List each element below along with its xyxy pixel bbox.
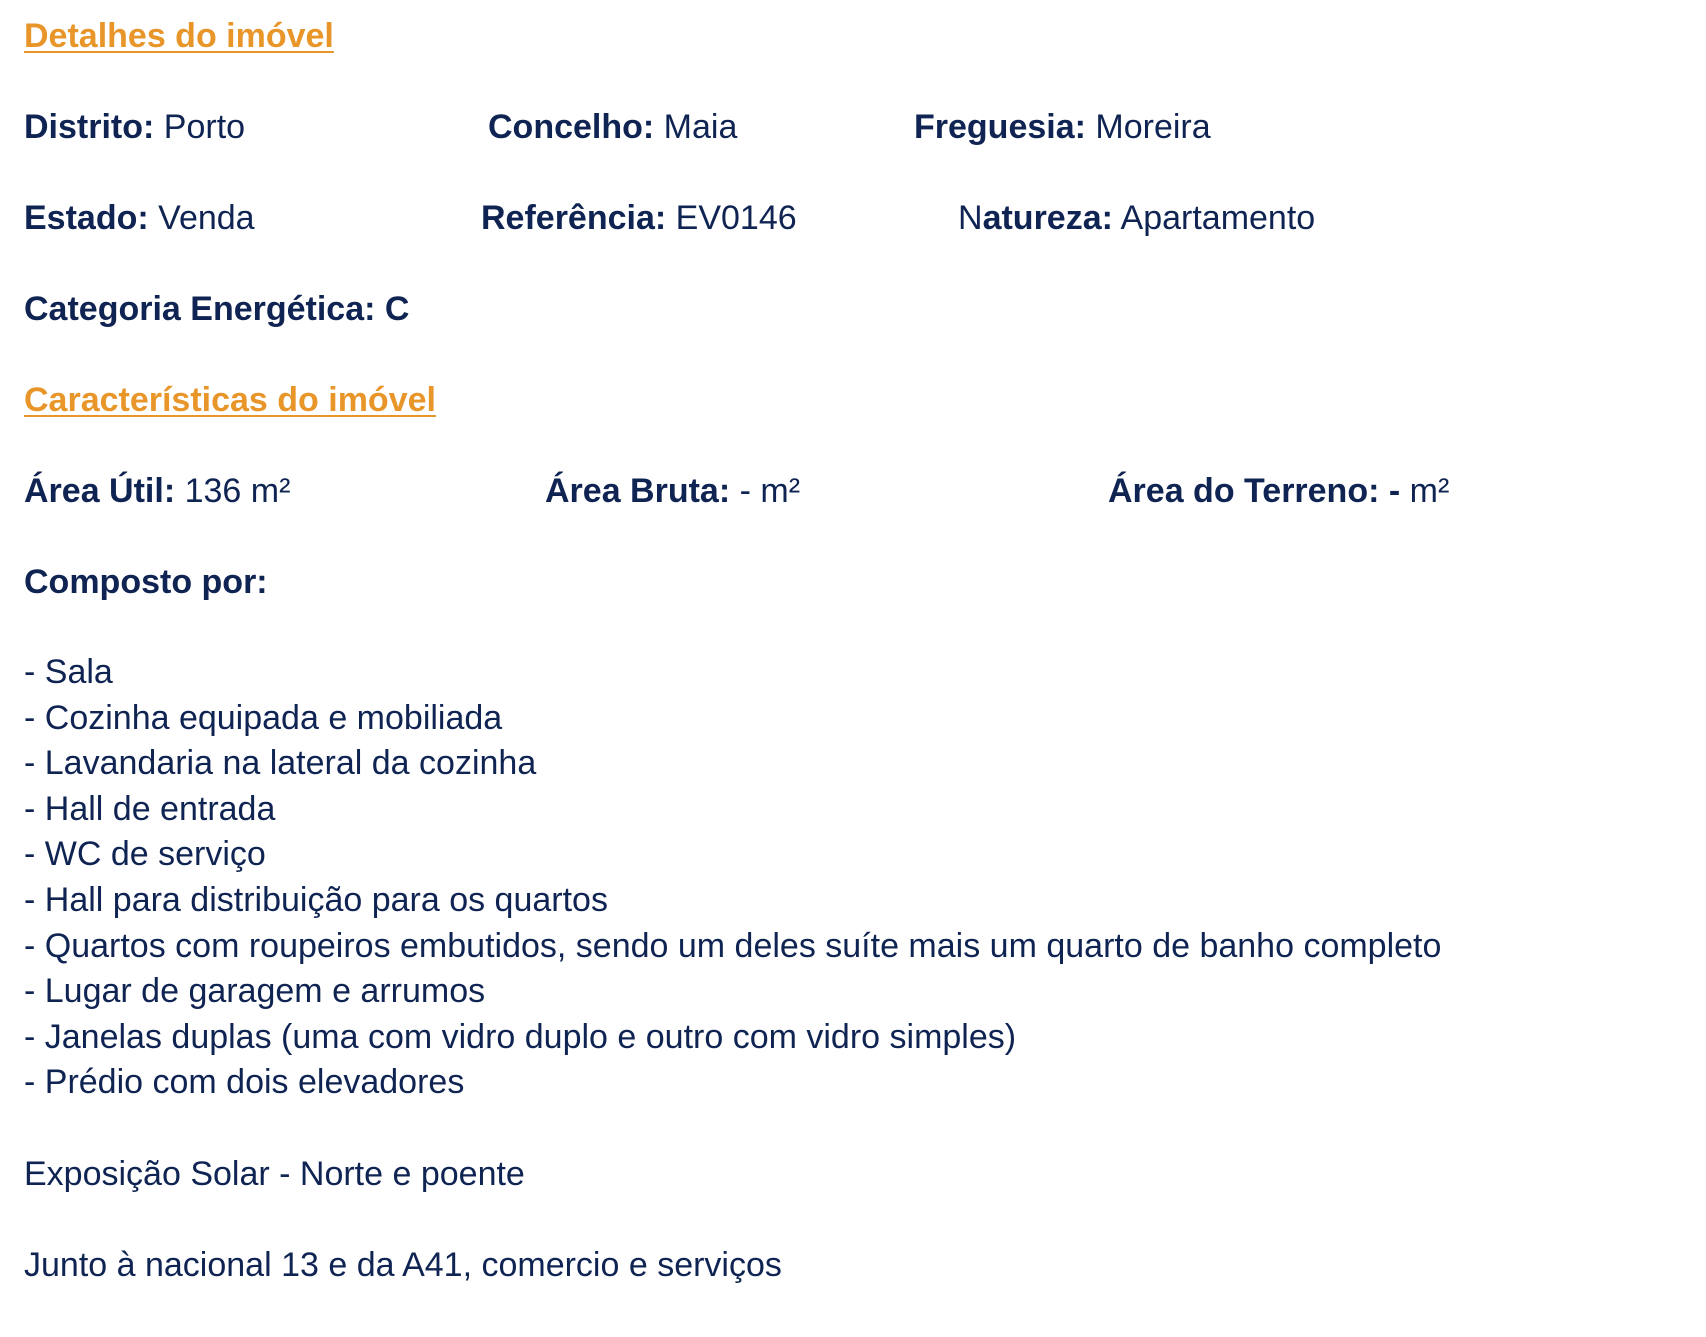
- list-item: - Cozinha equipada e mobiliada: [24, 698, 503, 737]
- area-bruta-label: Área Bruta:: [545, 472, 731, 510]
- referencia-field: [481, 196, 797, 240]
- composto-por-label: Composto por:: [24, 563, 268, 601]
- property-details-heading: Detalhes do imóvel: [24, 17, 334, 55]
- property-features-heading: Características do imóvel: [24, 381, 436, 419]
- area-terreno-dash: -: [1388, 472, 1401, 510]
- area-util-field: [24, 469, 290, 513]
- freguesia-value: Moreira: [1095, 108, 1211, 146]
- area-terreno-label: Área do Terreno:: [1108, 472, 1380, 510]
- distrito-value: Porto: [163, 108, 246, 146]
- concelho-field: [488, 105, 737, 149]
- location-text: Junto à nacional 13 e da A41, comercio e serviços: [24, 1246, 782, 1284]
- list-item: - Hall de entrada: [24, 789, 276, 828]
- natureza-value: Apartamento: [1120, 199, 1316, 237]
- categoria-energetica-field: [24, 287, 409, 331]
- estado-value: Venda: [158, 199, 255, 237]
- freguesia-label: Freguesia:: [914, 108, 1086, 146]
- distrito-field: [24, 105, 245, 149]
- area-bruta-field: [545, 469, 800, 513]
- area-bruta-value: - m²: [739, 472, 801, 510]
- list-item: - Sala: [24, 653, 113, 691]
- area-util-value: 136 m²: [184, 472, 291, 510]
- solar-exposure-text: Exposição Solar - Norte e poente: [24, 1155, 525, 1193]
- natureza-label-start: N: [958, 199, 983, 237]
- natureza-label-rest: atureza:: [982, 199, 1113, 237]
- concelho-label: Concelho:: [488, 108, 655, 146]
- area-util-label: Área Útil:: [24, 472, 176, 510]
- list-item: - Lugar de garagem e arrumos: [24, 972, 486, 1011]
- area-terreno-value: m²: [1409, 472, 1450, 510]
- list-item: - WC de serviço: [24, 835, 266, 874]
- list-item: - Quartos com roupeiros embutidos, sendo um deles suíte mais um quarto de banho completo: [24, 926, 1442, 965]
- categoria-energetica-value: C: [384, 290, 410, 328]
- area-terreno-field: [1108, 469, 1449, 513]
- concelho-value: Maia: [663, 108, 738, 146]
- distrito-label: Distrito:: [24, 108, 155, 146]
- natureza-field: [958, 196, 1315, 240]
- referencia-label: Referência:: [481, 199, 667, 237]
- list-item: - Prédio com dois elevadores: [24, 1063, 465, 1102]
- composition-list: [24, 650, 1441, 1106]
- list-item: - Lavandaria na lateral da cozinha: [24, 744, 537, 783]
- list-item: - Hall para distribuição para os quartos: [24, 880, 608, 919]
- categoria-energetica-label: Categoria Energética:: [24, 290, 376, 328]
- freguesia-field: [914, 105, 1211, 149]
- estado-label: Estado:: [24, 199, 149, 237]
- estado-field: [24, 196, 255, 240]
- referencia-value: EV0146: [675, 199, 797, 237]
- list-item: - Janelas duplas (uma com vidro duplo e outro com vidro simples): [24, 1017, 1017, 1056]
